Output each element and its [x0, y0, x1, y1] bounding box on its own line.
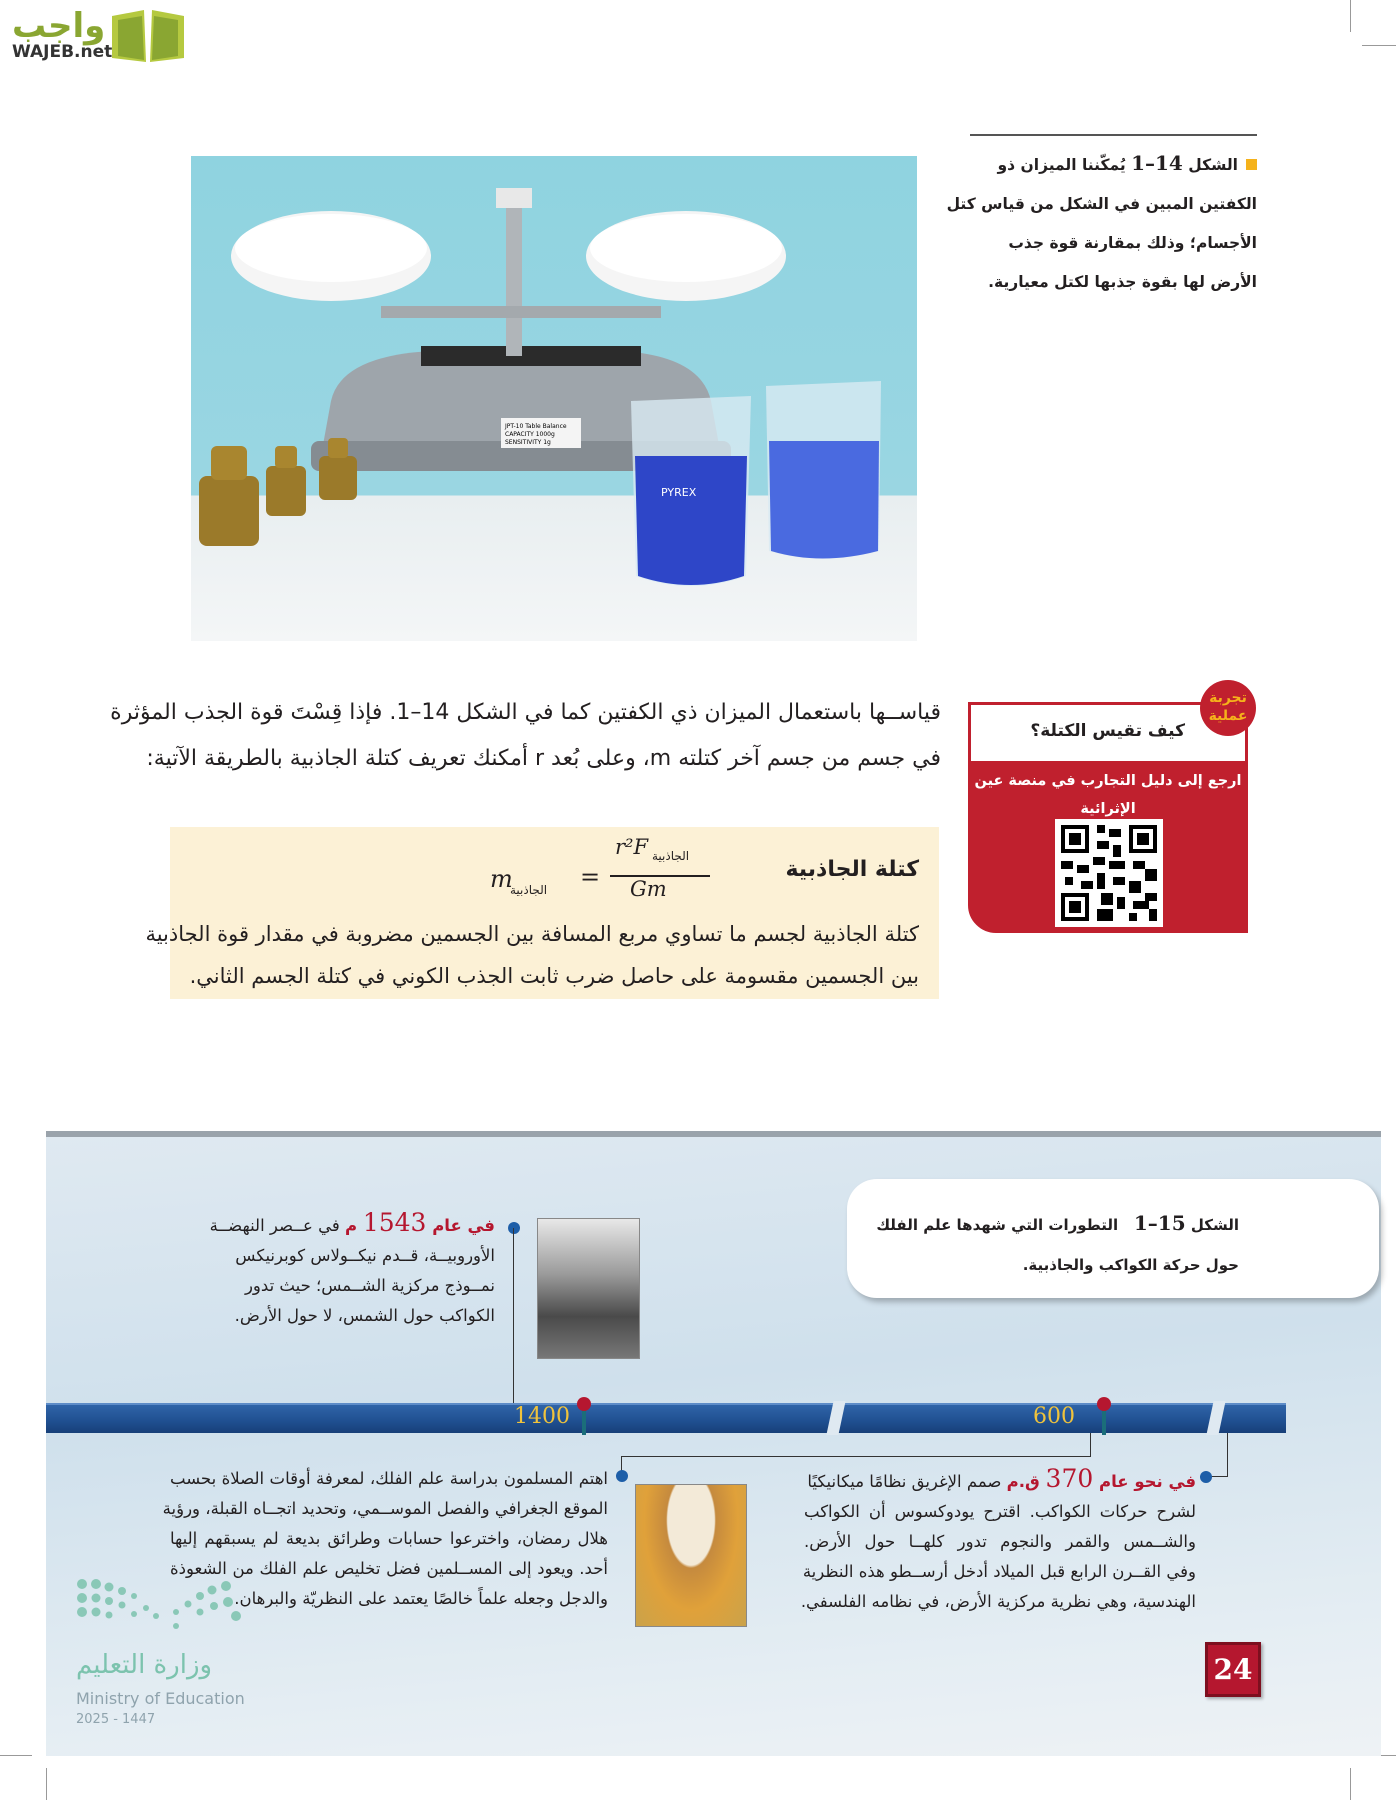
- year-label: 1400: [514, 1404, 570, 1429]
- event-highlight: في عام: [432, 1216, 495, 1235]
- crop-mark: [46, 1768, 47, 1800]
- caption-number: 1–14: [1131, 151, 1183, 175]
- book-icon: [108, 6, 188, 64]
- lab-instructions: [971, 767, 1245, 823]
- event-line: الهندسية، وهي نظرية مركزية الأرض، في نظامه الفلسفي.: [800, 1592, 1196, 1611]
- event-line: نمــوذج مركزية الشــمس؛ حيث تدور: [244, 1276, 495, 1295]
- experiment-badge: [1200, 680, 1256, 736]
- balance-photo: [191, 156, 917, 641]
- event-line: اهتم المسلمون بدراسة علم الفلك، لمعرفة أوقات الصلاة بحسب: [170, 1469, 608, 1488]
- event-line: والشــمس والقمر والنجوم تدور كلهــا حول الأرض.: [804, 1532, 1196, 1551]
- year-marker-head: [1097, 1397, 1111, 1411]
- event-line: هلال رمضان، واخترعوا حسابات وطرائق بديعة لم يسبقهم إليها: [170, 1529, 608, 1548]
- event-text: صمم الإغريق نظامًا ميكانيكيًا: [807, 1472, 1002, 1491]
- balance-label: JPT-10 Table Balance: [505, 423, 567, 430]
- lab-text-line: الإثرائية: [1080, 801, 1136, 817]
- figure-15-caption: [847, 1179, 1379, 1298]
- formula-numerator: r²F: [615, 835, 649, 859]
- ministry-arabic: وزارة التعليم: [76, 1650, 213, 1680]
- crop-mark: [0, 1755, 32, 1756]
- event-line: والدجل وجعله علماً خالصًا يعتمد على النظريّة والبرهان.: [234, 1589, 608, 1608]
- event-highlight: في نحو عام: [1099, 1472, 1196, 1491]
- definition-box: [145, 827, 939, 999]
- event-line: الأوروبيــة، قــدم نيكــولاس كوبرنيكس: [235, 1246, 495, 1265]
- connector-line: [1206, 1433, 1228, 1477]
- year-marker-head: [577, 1397, 591, 1411]
- definition-line: كتلة الجاذبية لجسم ما تساوي مربع المسافة بين الجسمين مضروبة في مقدار قوة الجاذبية: [145, 922, 919, 946]
- definition-line: بين الجسمين مقسومة على حاصل ضرب ثابت الجذب الكوني في كتلة الجسم الثاني.: [189, 964, 919, 988]
- logo-arabic: واجب: [12, 6, 106, 46]
- ministry-dots-logo: [76, 1578, 251, 1633]
- caption-number: 1–15: [1133, 1211, 1186, 1235]
- event-era: م: [344, 1216, 358, 1235]
- beaker-label: PYREX: [661, 486, 697, 499]
- lab-title: كيف تقيس الكتلة؟: [971, 705, 1245, 761]
- logo-latin: WAJEB.net: [12, 42, 113, 62]
- definition-term: كتلة الجاذبية: [785, 857, 919, 882]
- paragraph-line: قياســها باستعمال الميزان ذي الكفتين كما في الشكل 14–1. فإذا قِسْتَ قوة الجذب المؤثرة: [110, 700, 941, 725]
- paragraph-line: في جسم من جسم آخر كتلته m، وعلى بُعد r أمكنك تعريف كتلة الجاذبية بالطريقة الآتية:: [146, 746, 941, 771]
- crop-mark: [1350, 0, 1351, 32]
- figure-14-caption: [946, 134, 1257, 302]
- event-370-bc: [800, 1464, 1196, 1617]
- badge-line: تجربة: [1209, 690, 1247, 706]
- muslim-scholar-portrait: [635, 1484, 747, 1627]
- crop-mark: [1350, 1768, 1351, 1800]
- caption-line: الأرض لها بقوة جذبها لكتل معيارية.: [988, 273, 1257, 291]
- connector-line: [468, 1228, 514, 1403]
- copernicus-portrait: [537, 1218, 640, 1359]
- balance-label: CAPACITY 1000g: [505, 431, 555, 438]
- ministry-year: 2025 - 1447: [76, 1712, 156, 1727]
- definition-text: [145, 913, 919, 997]
- event-1543: [190, 1208, 495, 1331]
- event-text: في عــصر النهضــة: [209, 1216, 340, 1235]
- timeline-dot: [1200, 1471, 1212, 1483]
- event-line: وفي القــرن الرابع قبل الميلاد أدخل أرســطو هذه النظرية: [802, 1562, 1196, 1581]
- body-paragraph: [110, 690, 941, 782]
- caption-label: الشكل: [1190, 1216, 1239, 1234]
- caption-line: يُمكّننا الميزان ذو: [997, 156, 1126, 174]
- formula-lhs-subscript: الجاذبية: [510, 883, 548, 897]
- formula-numerator-subscript: الجاذبية: [652, 849, 690, 863]
- caption-line: التطورات التي شهدها علم الفلك: [876, 1216, 1119, 1234]
- event-line: أحد. ويعود إلى المســلمين فضل تخليص علم الفلك من الشعوذة: [170, 1559, 608, 1578]
- event-line: لشرح حركات الكواكب. اقترح يودوكسوس أن الكواكب: [804, 1502, 1196, 1521]
- ministry-english: Ministry of Education: [76, 1689, 245, 1708]
- event-era: ق.م: [1006, 1472, 1040, 1491]
- timeline-dot: [616, 1470, 628, 1482]
- caption-line: الأجسام؛ وذلك بمقارنة قوة جذب: [1008, 234, 1257, 252]
- gravitational-mass-formula: [490, 835, 760, 905]
- caption-line: حول حركة الكواكب والجاذبية.: [1022, 1256, 1239, 1274]
- balance-label: SENSITIVITY 1g: [505, 439, 551, 446]
- bullet-square-icon: [1246, 159, 1257, 170]
- formula-lhs: m: [490, 865, 513, 893]
- qr-code-icon[interactable]: [1055, 819, 1163, 927]
- page-number: 24: [1205, 1642, 1261, 1697]
- formula-equals: =: [580, 863, 601, 891]
- lab-text-line: ارجع إلى دليل التجارب في منصة عين: [974, 773, 1242, 789]
- balance-illustration: [191, 156, 917, 641]
- event-year: 1543: [362, 1208, 427, 1237]
- formula-denominator: Gm: [630, 877, 667, 901]
- caption-label: الشكل: [1188, 156, 1238, 174]
- crop-mark: [1362, 45, 1396, 46]
- connector-line: [621, 1433, 1091, 1457]
- caption-line: الكفتين المبين في الشكل من قياس كتل: [946, 195, 1257, 213]
- badge-line: عملية: [1208, 708, 1248, 724]
- event-year: 370: [1045, 1464, 1094, 1493]
- year-label: 600: [1033, 1404, 1075, 1429]
- event-line: الموقع الجغرافي والفصل الموســمي، وتحديد اتجــاه القبلة، ورؤية: [162, 1499, 608, 1518]
- event-line: الكواكب حول الشمس، لا حول الأرض.: [234, 1306, 495, 1325]
